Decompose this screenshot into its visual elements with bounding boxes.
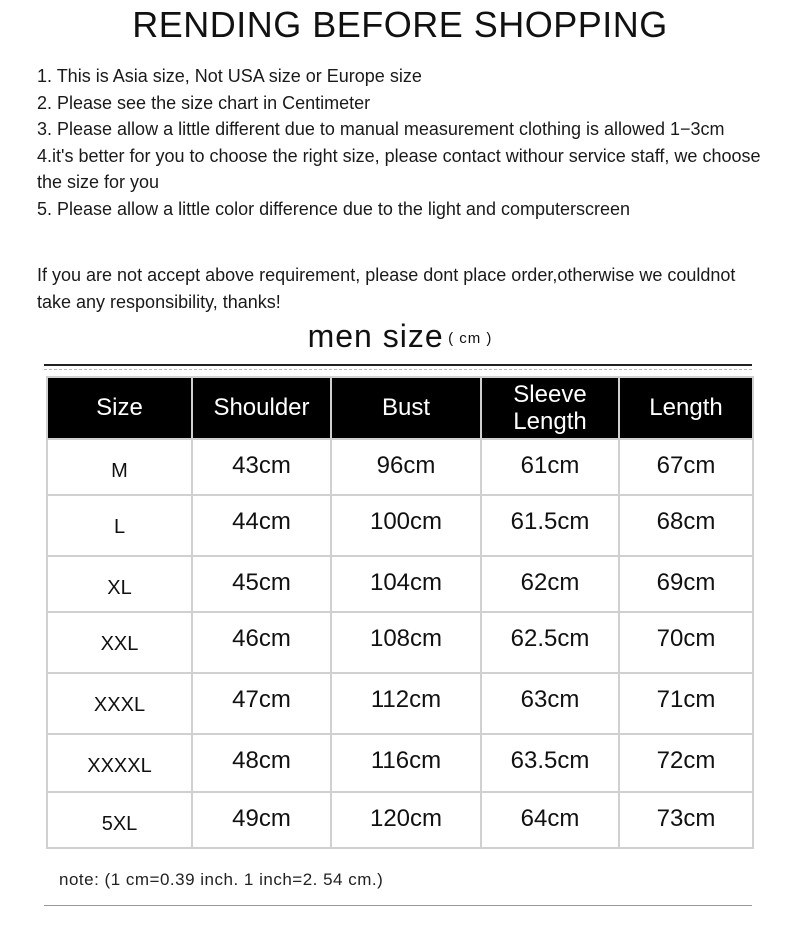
size-chart-unit: ( cm ) [448,330,493,347]
measurement-cell: 61cm [481,439,619,495]
shopping-notes [37,63,767,222]
measurement-cell: 61.5cm [481,495,619,556]
measurement-cell: 71cm [619,673,753,734]
header-length: Length [619,377,753,439]
size-cell: XXL [47,612,192,673]
measurement-cell: 70cm [619,612,753,673]
size-cell: 5XL [47,792,192,848]
measurement-cell: 108cm [331,612,481,673]
size-cell: XXXL [47,673,192,734]
measurement-cell: 112cm [331,673,481,734]
measurement-cell: 62cm [481,556,619,612]
table-row [47,673,753,734]
size-cell: XXXXL [47,734,192,792]
disclaimer-text: If you are not accept above requirement, please dont place order,otherwise we couldnot take any responsibility, thanks! [37,265,736,312]
size-chart-title: men size [307,318,444,354]
page-title: RENDING BEFORE SHOPPING [132,4,668,45]
measurement-cell: 64cm [481,792,619,848]
header-bust: Bust [331,377,481,439]
divider-line [44,364,752,366]
table-row [47,439,753,495]
measurement-cell: 116cm [331,734,481,792]
measurement-cell: 45cm [192,556,331,612]
size-cell: L [47,495,192,556]
measurement-cell: 120cm [331,792,481,848]
measurement-cell: 72cm [619,734,753,792]
measurement-cell: 43cm [192,439,331,495]
note-line-2: 2. Please see the size chart in Centimeter [37,92,371,113]
header-sleeve-length [481,377,619,439]
measurement-cell: 62.5cm [481,612,619,673]
table-row [47,734,753,792]
divider-line-dashed [44,369,752,370]
conversion-note: note: (1 cm=0.39 inch. 1 inch=2. 54 cm.) [59,870,384,889]
measurement-cell: 47cm [192,673,331,734]
measurement-cell: 104cm [331,556,481,612]
note-line-3: 3. Please allow a little different due to manual measurement clothing is allowed 1−3cm [37,119,725,139]
size-table [46,376,754,849]
measurement-cell: 49cm [192,792,331,848]
table-row [47,556,753,612]
header-sleeve-length-text: Sleeve Length [513,381,587,435]
table-row [47,495,753,556]
measurement-cell: 63cm [481,673,619,734]
table-row [47,612,753,673]
table-header-row [47,377,753,439]
header-size: Size [47,377,192,439]
measurement-cell: 96cm [331,439,481,495]
note-line-1: 1. This is Asia size, Not USA size or Europe size [37,66,422,86]
measurement-cell: 73cm [619,792,753,848]
measurement-cell: 63.5cm [481,734,619,792]
measurement-cell: 67cm [619,439,753,495]
measurement-cell: 100cm [331,495,481,556]
measurement-cell: 46cm [192,612,331,673]
measurement-cell: 69cm [619,556,753,612]
note-line-5: 5. Please allow a little color difference due to the light and computerscreen [37,198,631,219]
note-line-4: 4.it's better for you to choose the right size, please contact withour service staff, we choose the size for you [37,145,761,192]
header-shoulder: Shoulder [192,377,331,439]
size-chart-heading [0,318,800,355]
table-body [47,439,753,848]
size-cell: M [47,439,192,495]
table-row [47,792,753,848]
measurement-cell: 44cm [192,495,331,556]
size-cell: XL [47,556,192,612]
measurement-cell: 48cm [192,734,331,792]
measurement-cell: 68cm [619,495,753,556]
bottom-divider [44,905,752,906]
